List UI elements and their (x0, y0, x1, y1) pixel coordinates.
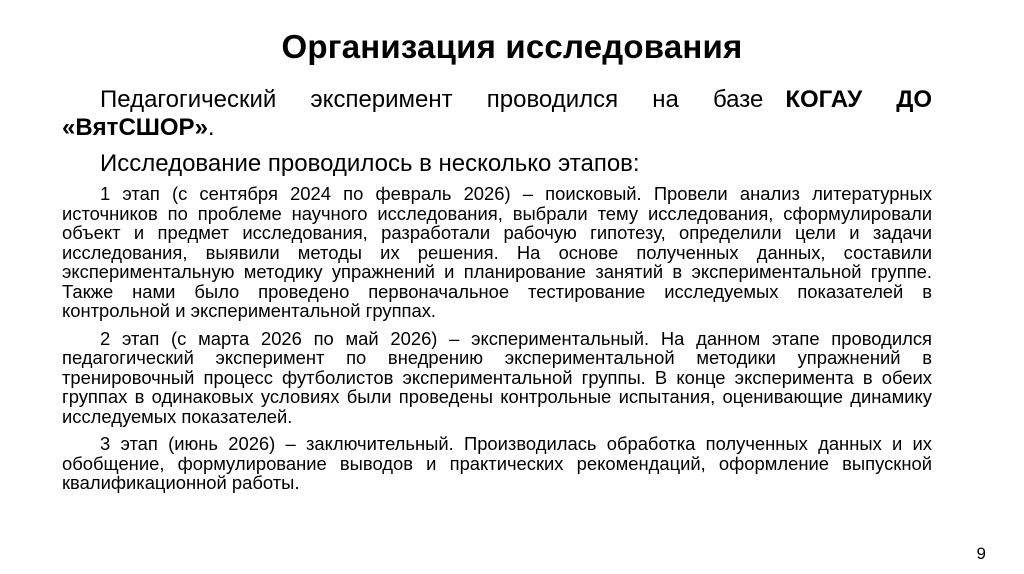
stage-paragraph-2: 2 этап (с марта 2026 по май 2026) – экспериментальный. На данном этапе проводился педагогический эксперимент по внедрению экспериментальной методики упражнений в тренировочный процесс футболистов экспериментальной группы. В конце эксперимента в обеих группах в одинаковых условиях были проведены контрольные испытания, оценивающие динамику исследуемых показателей. (62, 327, 932, 427)
stage-paragraph-3: 3 этап (июнь 2026) – заключительный. Производилась обработка полученных данных и их обобщение, формулирование выводов и практических рекомендаций, оформление выпускной квалификационной работы. (62, 433, 932, 493)
slide-title: Организация исследования (281, 28, 743, 65)
intro-end: . (207, 114, 215, 141)
intro-paragraph (62, 86, 932, 142)
stage-paragraph-1: 1 этап (с сентября 2024 по февраль 2026) – поисковый. Провели анализ литературных источников по проблеме научного исследования, выбрали тему исследования, сформулировали объект и предмет исследования, разработали рабочую гипотезу, определили цели и задачи исследования, выявили методы их решения. На основе полученных данных, составили экспериментальную методику упражнений и планирование занятий в экспериментальной группе. Также нами было проведено первоначальное тестирование исследуемых показателей в контрольной и экспериментальной группах. (62, 183, 932, 321)
intro-text: Педагогический эксперимент проводился на базе (100, 86, 764, 113)
intro-org: КОГАУ ДО (785, 86, 932, 113)
slide-content (62, 86, 932, 501)
intro-org-name: «ВятСШОР» (62, 114, 208, 141)
stages-intro: Исследование проводилось в несколько этапов: (100, 150, 640, 177)
page-number: 9 (976, 544, 986, 563)
